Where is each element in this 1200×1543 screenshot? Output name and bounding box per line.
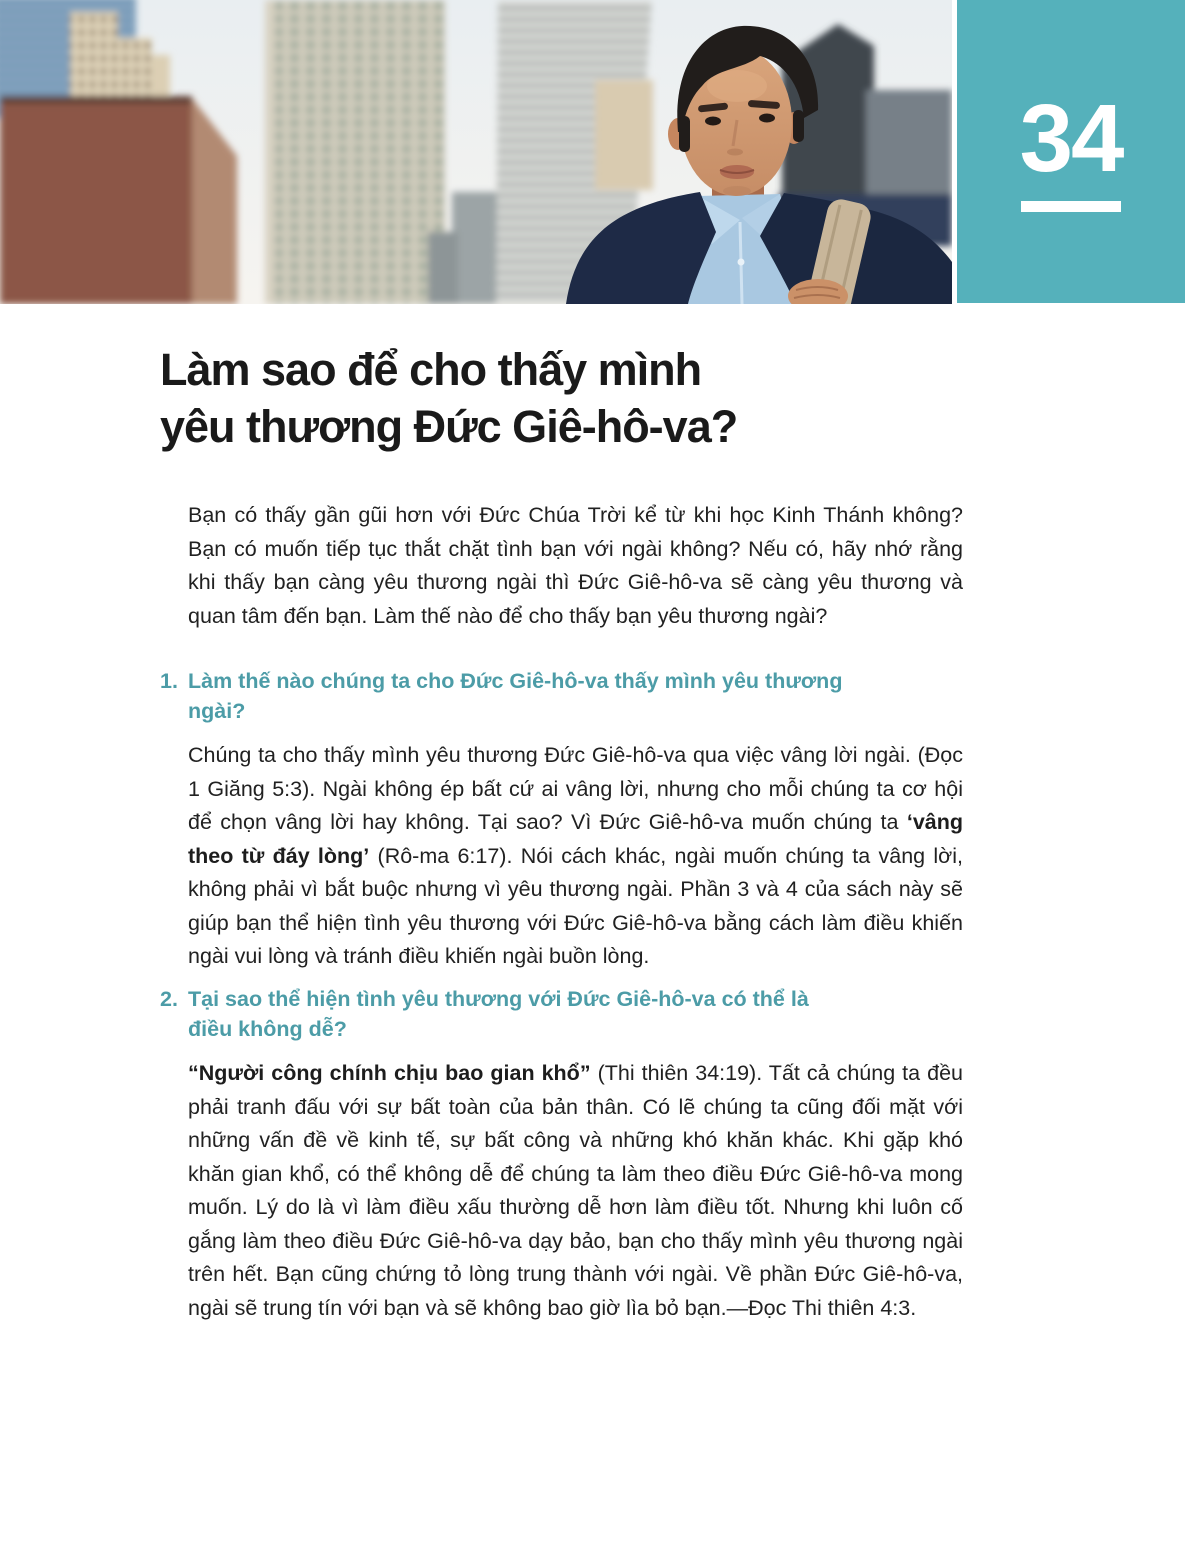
page-title: Làm sao để cho thấy mình yêu thương Đức Giê-hô-va? (160, 344, 738, 452)
intro-paragraph: Bạn có thấy gần gũi hơn với Đức Chúa Trời kể từ khi học Kinh Thánh không? Bạn có muốn tiếp tục thắt chặt tình bạn với ngài không? Nếu có, hãy nhớ rằng khi thấy bạn càng yêu thương ngài thì Đức Giê-hô-va sẽ càng yêu thương và quan tâm đến bạn. Làm thế nào để cho thấy bạn yêu thương ngài? (188, 503, 963, 628)
question-block-2 (160, 984, 963, 1325)
question-2-text: Tại sao thể hiện tình yêu thương với Đức Giê-hô-va có thể là điều không dễ? (188, 987, 809, 1041)
question-2-number: 2. (160, 987, 178, 1011)
answer-paragraph-2: “Người công chính chịu bao gian khổ” (Thi thiên 34:19). Tất cả chúng ta đều phải tranh đấu với sự bất toàn của bản thân. Có lẽ chúng ta cũng đối mặt với những vấn đề về kinh tế, sự bất công và những khó khăn khác. Khi gặp khó khăn gian khổ, có thể không dễ để chúng ta làm theo điều Đức Giê-hô-va mong muốn. Lý do là vì làm điều xấu thường dễ hơn làm điều tốt. Nhưng khi luôn cố gắng làm theo điều Đức Giê-hô-va dạy bảo, bạn cho thấy mình yêu thương ngài trên hết. Bạn cũng chứng tỏ lòng trung thành với ngài. Về phần Đức Giê-hô-va, ngài sẽ trung tín với bạn và sẽ không bao giờ lìa bỏ bạn.—Đọc Thi thiên 4:3. (188, 1061, 963, 1320)
question-2-heading (160, 984, 963, 1044)
question-1-text: Làm thế nào chúng ta cho Đức Giê-hô-va thấy mình yêu thương ngài? (188, 669, 843, 723)
hero-photo-man-city-skyline (0, 0, 952, 304)
lesson-number: 34 (1019, 85, 1123, 192)
lesson-number-underline (1021, 201, 1121, 212)
question-1-number: 1. (160, 669, 178, 693)
answer-paragraph-1: Chúng ta cho thấy mình yêu thương Đức Giê-hô-va qua việc vâng lời ngài. (Đọc 1 Giăng 5:3). Ngài không ép bất cứ ai vâng lời, nhưng cho mỗi chúng ta cơ hội để chọn vâng lời hay không. Tại sao? Vì Đức Giê-hô-va muốn chúng ta ‘vâng theo từ đáy lòng’ (Rô-ma 6:17). Nói cách khác, ngài muốn chúng ta vâng lời, không phải vì bắt buộc nhưng vì yêu thương ngài. Phần 3 và 4 của sách này sẽ giúp bạn thể hiện tình yêu thương với Đức Giê-hô-va bằng cách làm điều khiến ngài vui lòng và tránh điều khiến ngài buồn lòng. (188, 743, 963, 968)
hero-photo-illustration (0, 0, 952, 304)
question-block-1 (160, 666, 963, 974)
lesson-number-badge (957, 0, 1185, 303)
question-1-heading (160, 666, 963, 726)
